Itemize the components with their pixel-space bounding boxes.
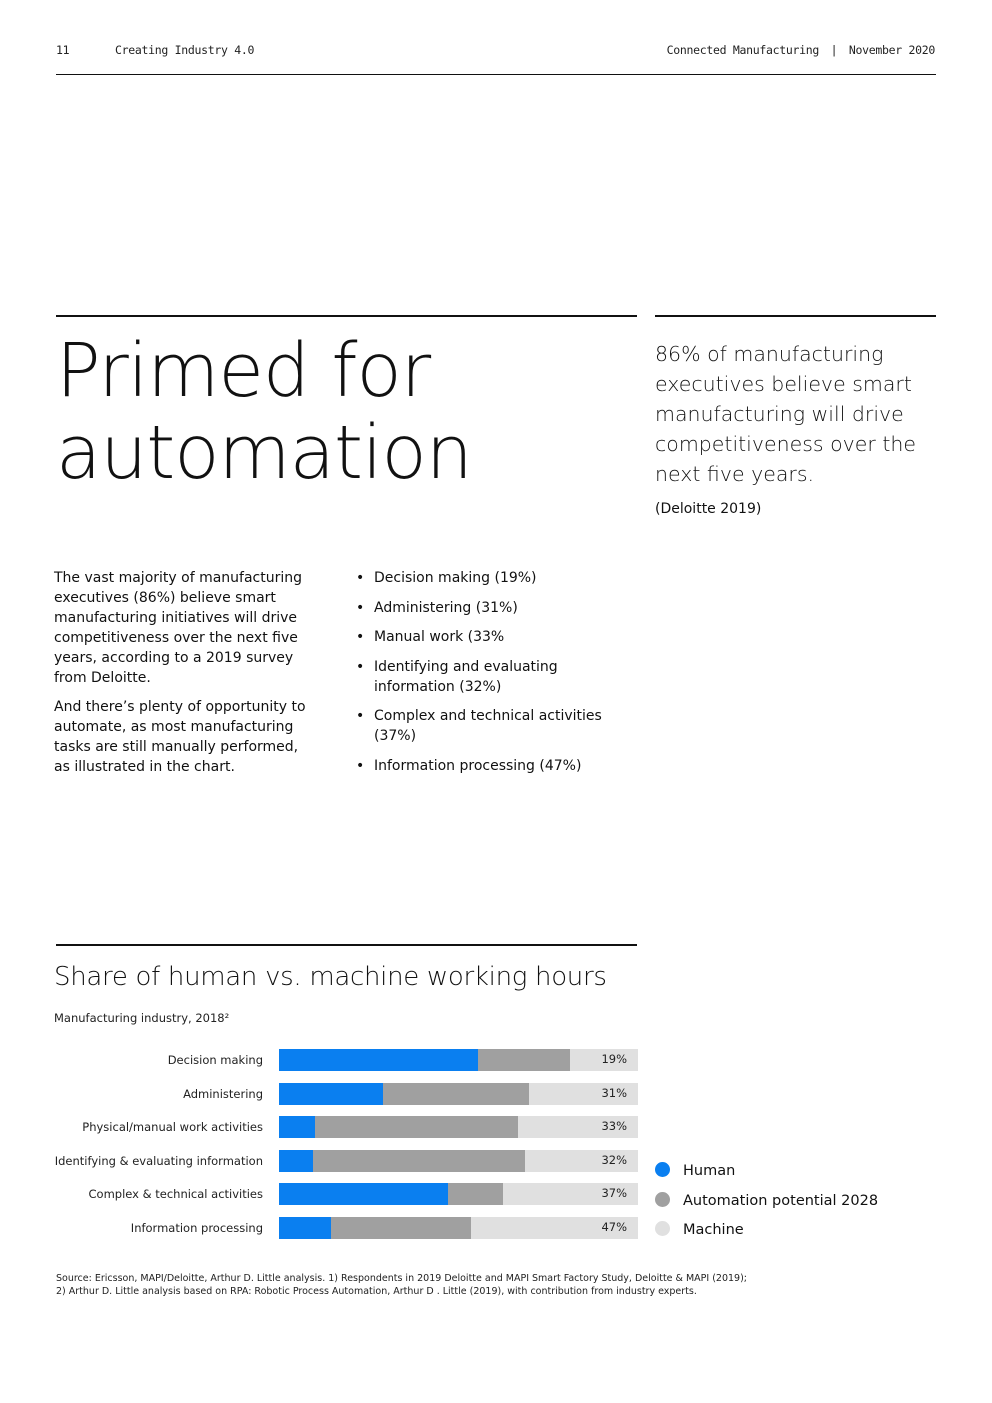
bar-row <box>279 1083 638 1105</box>
category-label: Information processing <box>130 1221 263 1235</box>
pull-quote: 86% of manufacturing executives believe smart manufacturing will drive competitiveness over the next five years. <box>655 342 916 486</box>
chart-title: Share of human vs. machine working hours <box>54 962 607 992</box>
header-right <box>667 43 935 57</box>
bullet-item: • Complex and technical activities (37%) <box>356 708 602 744</box>
bar-row <box>279 1183 638 1205</box>
bullet-item: • Manual work (33% <box>356 629 505 645</box>
source-line-1: Source: Ericsson, MAPI/Deloitte, Arthur D. Little analysis. 1) Respondents in 2019 Deloitte and MAPI Smart Factory Study, Deloitte & MAPI (2019); <box>56 1273 747 1284</box>
pull-quote-source: (Deloitte 2019) <box>655 501 762 517</box>
bar-segment-automation-potential-2028 <box>331 1217 471 1239</box>
body-paragraph-2: And there’s plenty of opportunity to automate, as most manufacturing tasks are still manually performed, as illustrated in the chart. <box>54 699 306 775</box>
legend-item <box>655 1162 735 1179</box>
data-label: 19% <box>601 1052 627 1066</box>
bullet-item: • Decision making (19%) <box>356 570 537 586</box>
bar-segment-automation-potential-2028 <box>313 1150 525 1172</box>
header-rule <box>56 74 936 75</box>
category-label: Administering <box>183 1087 263 1101</box>
bar-segment-automation-potential-2028 <box>383 1083 528 1105</box>
bar-segment-automation-potential-2028 <box>315 1116 518 1138</box>
page-title-line-1: Primed for <box>56 328 431 414</box>
report-title: Connected Manufacturing <box>666 43 820 57</box>
page-title-line-2: automation <box>56 410 472 496</box>
legend-swatch <box>655 1221 670 1236</box>
bullet-list <box>356 568 606 785</box>
report-date: November 2020 <box>848 43 935 57</box>
header-separator: | <box>830 43 838 57</box>
data-label: 47% <box>601 1220 627 1234</box>
bar-segment-automation-potential-2028 <box>478 1049 570 1071</box>
category-label: Complex & technical activities <box>88 1187 263 1201</box>
bar-row <box>279 1150 638 1172</box>
chart-rule <box>56 944 637 946</box>
bullet-item: • Information processing (47%) <box>356 757 582 774</box>
bar-segment-human <box>279 1049 478 1071</box>
data-label: 33% <box>601 1119 627 1133</box>
legend-item <box>655 1221 744 1238</box>
bar-row <box>279 1116 638 1138</box>
data-label: 37% <box>601 1186 627 1200</box>
legend-label: Human <box>683 1163 736 1179</box>
legend-label: Automation potential 2028 <box>683 1193 879 1209</box>
legend-swatch <box>655 1162 670 1177</box>
data-label: 32% <box>601 1153 627 1167</box>
legend-label: Machine <box>683 1222 744 1238</box>
source-note <box>56 1272 756 1298</box>
category-label: Identifying & evaluating information <box>54 1154 263 1168</box>
bar-segment-human <box>279 1183 448 1205</box>
legend-swatch <box>655 1192 670 1207</box>
bullet-item: • Administering (31%) <box>356 599 518 616</box>
bar-segment-human <box>279 1083 383 1105</box>
bar-row <box>279 1049 638 1071</box>
title-rule <box>56 315 637 317</box>
body-paragraph-1: The vast majority of manufacturing executives (86%) believe smart manufacturing initiatives will drive competitiveness over the next five years, according to a 2019 survey from Deloitte. <box>54 570 303 686</box>
chart-subtitle: Manufacturing industry, 2018² <box>54 1011 230 1025</box>
source-line-2: 2) Arthur D. Little analysis based on RPA: Robotic Process Automation, Arthur D . Little (2019), with contribution from industry experts. <box>56 1286 697 1297</box>
page-number: 11 <box>56 43 70 57</box>
quote-rule <box>655 315 936 317</box>
body-text <box>54 568 316 786</box>
legend-item <box>655 1192 878 1209</box>
category-label: Physical/manual work activities <box>82 1120 263 1134</box>
section-title: Creating Industry 4.0 <box>115 43 255 57</box>
bar-segment-human <box>279 1217 331 1239</box>
category-label: Decision making <box>167 1053 263 1067</box>
bar-segment-human <box>279 1116 315 1138</box>
bar-segment-automation-potential-2028 <box>448 1183 504 1205</box>
page-title <box>56 330 472 494</box>
bar-row <box>279 1217 638 1239</box>
bar-segment-human <box>279 1150 313 1172</box>
bullet-item: • Identifying and evaluating information (32%) <box>356 658 558 695</box>
data-label: 31% <box>601 1086 627 1100</box>
